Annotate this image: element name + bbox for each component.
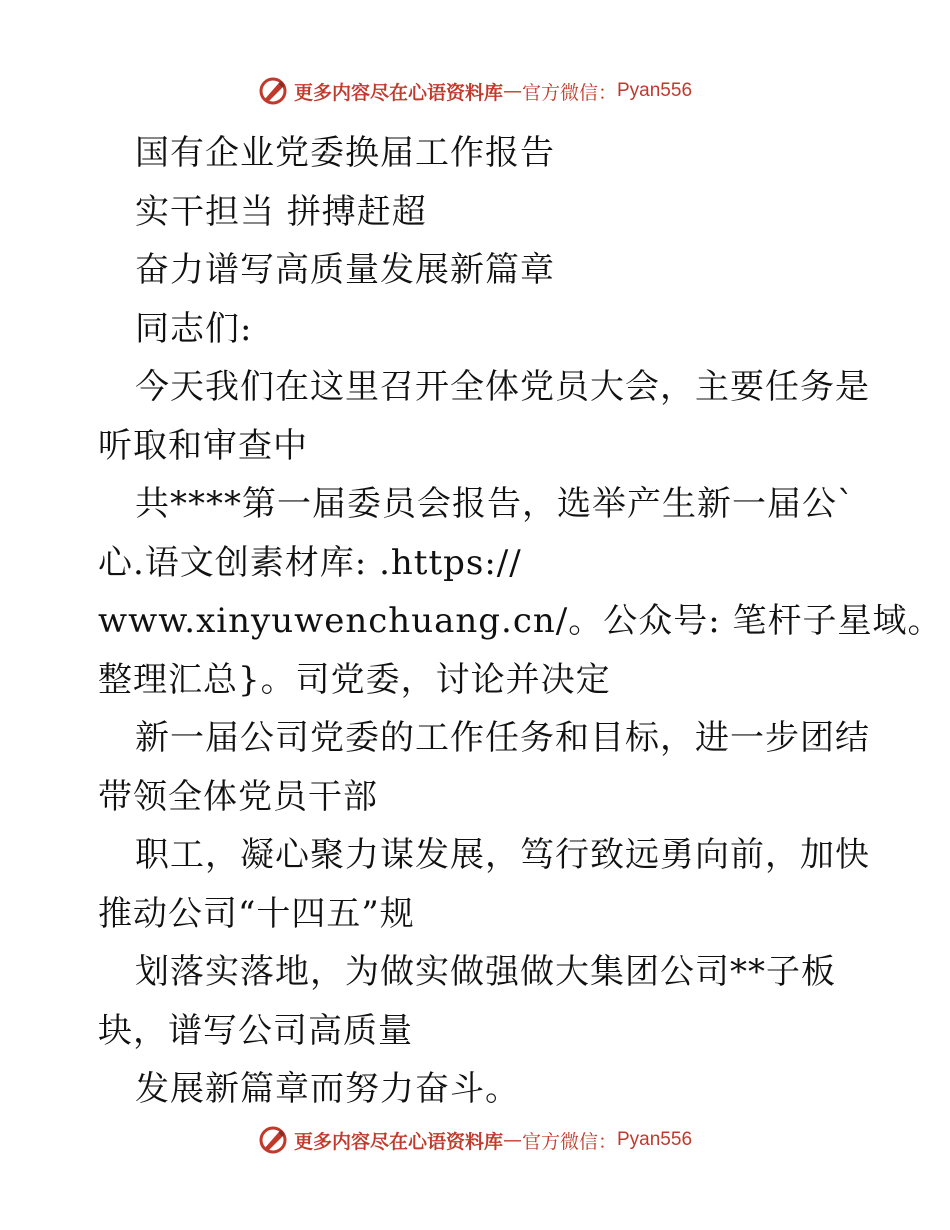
banner-wechat-label: 官方微信：	[521, 81, 617, 104]
paragraph-line: 推动公司“十四五”规	[98, 893, 415, 934]
banner-wechat-id: Pyan556	[617, 80, 693, 101]
paragraph-line: 心.语文创素材库: .https://	[98, 542, 522, 583]
footer-watermark-banner	[0, 1120, 950, 1160]
banner-dash: —	[502, 1129, 522, 1151]
paragraph-line: 划落实落地，为做实做强做大集团公司**子板	[135, 952, 836, 992]
pen-logo-icon	[258, 1125, 288, 1155]
paragraph-line: www.xinyuwenchuang.cn/。公众号: 笔杆子星域。	[98, 601, 943, 641]
banner-main-text: 更多内容尽在心语资料库	[293, 1130, 503, 1153]
paragraph-line: 新一届公司党委的工作任务和目标，进一步团结	[135, 718, 870, 758]
document-subtitle-1: 实干担当 拼搏赶超	[135, 191, 427, 232]
paragraph-line: 职工，凝心聚力谋发展，笃行致远勇向前，加快	[135, 835, 870, 875]
paragraph-line: 共****第一届委员会报告，选举产生新一届公`	[135, 484, 855, 524]
paragraph-line: 块，谱写公司高质量	[98, 1010, 413, 1051]
salutation: 同志们:	[135, 308, 253, 349]
paragraph-line: 发展新篇章而努力奋斗。	[135, 1069, 520, 1109]
paragraph-line: 今天我们在这里召开全体党员大会，主要任务是	[135, 367, 870, 407]
document-body	[98, 124, 943, 1119]
document-title: 国有企业党委换届工作报告	[135, 133, 555, 173]
banner-wechat-id: Pyan556	[617, 1129, 693, 1150]
paragraph-line: 带领全体党员干部	[98, 776, 378, 817]
banner-wechat-label: 官方微信：	[521, 1130, 617, 1153]
banner-dash: —	[502, 80, 522, 102]
pen-logo-icon	[258, 76, 288, 106]
header-watermark-banner	[0, 71, 950, 111]
document-subtitle-2: 奋力谱写高质量发展新篇章	[135, 250, 555, 290]
paragraph-line: 整理汇总}。司党委，讨论并决定	[98, 659, 611, 700]
paragraph-line: 听取和审查中	[98, 425, 308, 466]
banner-main-text: 更多内容尽在心语资料库	[293, 81, 503, 104]
